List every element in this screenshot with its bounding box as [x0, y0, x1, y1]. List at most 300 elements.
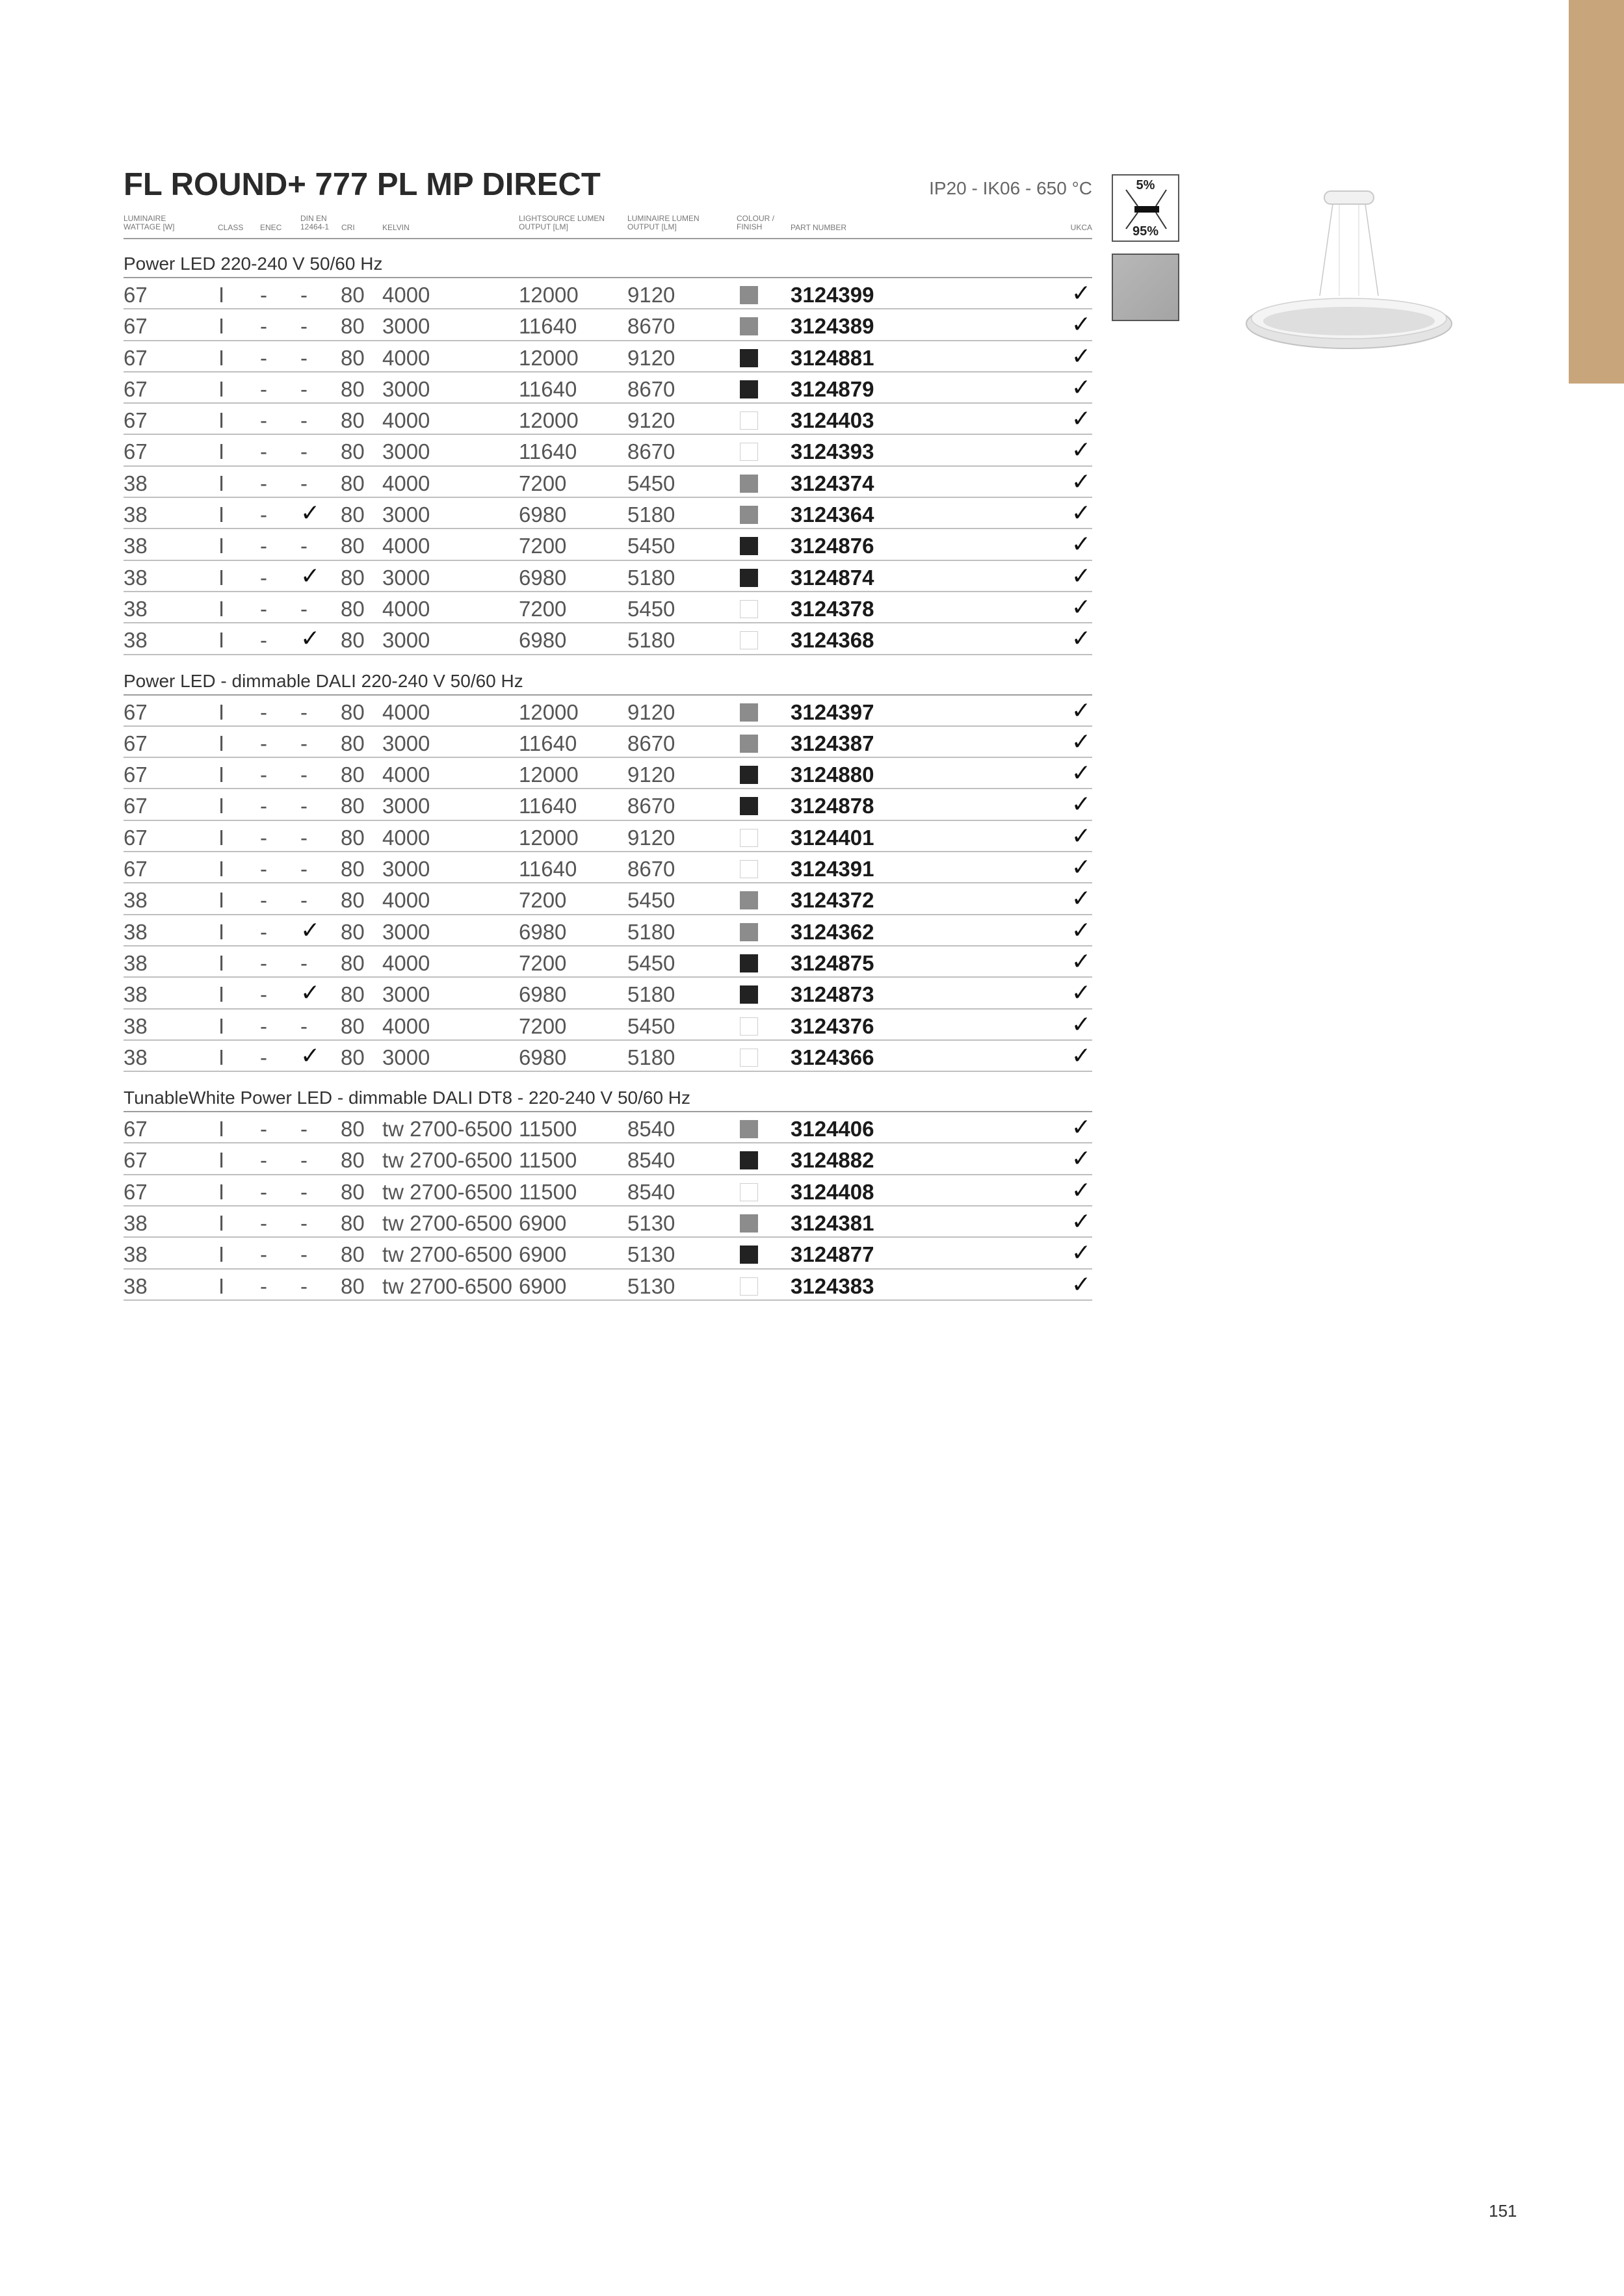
table-row [124, 789, 1092, 820]
cri-cell: 80 [341, 471, 365, 495]
lum-lumen-cell: 8670 [627, 857, 675, 881]
ukca-check-icon: ✓ [1071, 759, 1091, 787]
din-cell: - [300, 950, 308, 975]
cri-cell: 80 [341, 314, 365, 339]
lum-lumen-cell: 5450 [627, 471, 675, 495]
col-wattage: LUMINAIRE WATTAGE [W] [124, 214, 175, 231]
lum-lumen-cell: 9120 [627, 283, 675, 307]
part-number-cell: 3124882 [791, 1148, 874, 1173]
table-row [124, 404, 1092, 435]
din-cell: - [300, 763, 308, 787]
finish-white-swatch [740, 1017, 758, 1036]
din-cell: - [300, 408, 308, 433]
ukca-check-icon: ✓ [1071, 467, 1091, 495]
cri-cell: 80 [341, 825, 365, 850]
class-cell: I [218, 471, 225, 495]
ls-lumen-cell: 11640 [519, 857, 577, 881]
kelvin-cell: 4000 [382, 596, 430, 621]
enec-cell: - [260, 471, 267, 495]
cri-cell: 80 [341, 919, 365, 944]
lum-lumen-cell: 5180 [627, 982, 675, 1007]
class-cell: I [218, 825, 225, 850]
kelvin-cell: 4000 [382, 1013, 430, 1038]
din-cell: - [300, 345, 308, 370]
section-title: Power LED 220-240 V 50/60 Hz [124, 238, 1092, 278]
kelvin-cell: 3000 [382, 628, 430, 653]
table-row [124, 852, 1092, 883]
din-cell: - [300, 699, 308, 724]
ls-lumen-cell: 12000 [519, 825, 579, 850]
lum-lumen-cell: 5180 [627, 502, 675, 527]
enec-cell: - [260, 1273, 267, 1298]
section-title: TunableWhite Power LED - dimmable DALI DT8 - 220-240 V 50/60 Hz [124, 1072, 1092, 1112]
table-row [124, 309, 1092, 341]
class-cell: I [218, 731, 225, 755]
ls-lumen-cell: 7200 [519, 596, 567, 621]
kelvin-cell: 3000 [382, 314, 430, 339]
din-cell: - [300, 1211, 308, 1236]
kelvin-cell: 3000 [382, 439, 430, 464]
finish-black-swatch [740, 1246, 758, 1264]
table-row [124, 1010, 1092, 1041]
table-row [124, 883, 1092, 915]
table-row [124, 821, 1092, 852]
enec-cell: - [260, 502, 267, 527]
enec-cell: - [260, 763, 267, 787]
ls-lumen-cell: 12000 [519, 283, 579, 307]
table-row [124, 915, 1092, 946]
cri-cell: 80 [341, 763, 365, 787]
din-cell: - [300, 1242, 308, 1267]
ls-lumen-cell: 12000 [519, 345, 579, 370]
lum-lumen-cell: 5180 [627, 628, 675, 653]
part-number-cell: 3124875 [791, 950, 874, 975]
wattage-cell: 38 [124, 982, 148, 1007]
enec-cell: - [260, 565, 267, 590]
ukca-check-icon: ✓ [1071, 1208, 1091, 1235]
lum-lumen-cell: 5130 [627, 1242, 675, 1267]
lum-lumen-cell: 5450 [627, 1013, 675, 1038]
class-cell: I [218, 794, 225, 818]
part-number-cell: 3124387 [791, 731, 874, 755]
cri-cell: 80 [341, 408, 365, 433]
kelvin-cell: 3000 [382, 794, 430, 818]
class-cell: I [218, 1242, 225, 1267]
cri-cell: 80 [341, 376, 365, 401]
ls-lumen-cell: 7200 [519, 1013, 567, 1038]
col-part: PART NUMBER [791, 223, 847, 232]
ukca-check-icon: ✓ [1071, 436, 1091, 463]
ls-lumen-cell: 11640 [519, 731, 577, 755]
cri-cell: 80 [341, 565, 365, 590]
ls-lumen-cell: 6980 [519, 982, 567, 1007]
class-cell: I [218, 763, 225, 787]
cri-cell: 80 [341, 1273, 365, 1298]
table-row [124, 1175, 1092, 1207]
part-number-cell: 3124368 [791, 628, 874, 653]
part-number-cell: 3124374 [791, 471, 874, 495]
finish-white-swatch [740, 1049, 758, 1067]
class-cell: I [218, 376, 225, 401]
finish-white-swatch [740, 411, 758, 430]
enec-cell: - [260, 1211, 267, 1236]
finish-grey-swatch [740, 506, 758, 524]
lum-lumen-cell: 8670 [627, 439, 675, 464]
enec-cell: - [260, 950, 267, 975]
enec-cell: - [260, 731, 267, 755]
ukca-check-icon: ✓ [1071, 405, 1091, 432]
table-row [124, 561, 1092, 592]
part-number-cell: 3124876 [791, 534, 874, 558]
col-kelvin: KELVIN [382, 223, 410, 232]
cri-cell: 80 [341, 628, 365, 653]
kelvin-cell: tw 2700-6500 [382, 1273, 512, 1298]
kelvin-cell: 4000 [382, 888, 430, 913]
product-image [1235, 182, 1463, 358]
page-number: 151 [1489, 2201, 1517, 2221]
wattage-cell: 67 [124, 699, 148, 724]
class-cell: I [218, 439, 225, 464]
din-cell: - [300, 439, 308, 464]
beam-bar [1134, 206, 1159, 213]
cri-cell: 80 [341, 794, 365, 818]
finish-grey-swatch [740, 1214, 758, 1233]
finish-black-swatch [740, 349, 758, 367]
lum-lumen-cell: 8670 [627, 731, 675, 755]
class-cell: I [218, 345, 225, 370]
part-number-cell: 3124408 [791, 1179, 874, 1204]
part-number-cell: 3124880 [791, 763, 874, 787]
finish-black-swatch [740, 569, 758, 587]
wattage-cell: 67 [124, 763, 148, 787]
ls-lumen-cell: 6900 [519, 1273, 567, 1298]
din-cell: ✓ [300, 979, 321, 1006]
part-number-cell: 3124874 [791, 565, 874, 590]
kelvin-cell: 4000 [382, 763, 430, 787]
kelvin-cell: tw 2700-6500 [382, 1117, 512, 1141]
ls-lumen-cell: 12000 [519, 408, 579, 433]
din-cell: - [300, 731, 308, 755]
class-cell: I [218, 1148, 225, 1173]
class-cell: I [218, 314, 225, 339]
wattage-cell: 67 [124, 794, 148, 818]
kelvin-cell: 3000 [382, 731, 430, 755]
table-row [124, 978, 1092, 1009]
table-row [124, 278, 1092, 309]
table-row [124, 529, 1092, 560]
ukca-check-icon: ✓ [1071, 625, 1091, 652]
finish-grey-swatch [740, 735, 758, 753]
din-cell: - [300, 825, 308, 850]
finish-black-swatch [740, 985, 758, 1004]
ukca-check-icon: ✓ [1071, 562, 1091, 589]
wattage-cell: 38 [124, 534, 148, 558]
lum-lumen-cell: 5450 [627, 950, 675, 975]
class-cell: I [218, 1117, 225, 1141]
kelvin-cell: 4000 [382, 950, 430, 975]
enec-cell: - [260, 888, 267, 913]
din-cell: - [300, 1148, 308, 1173]
part-number-cell: 3124378 [791, 596, 874, 621]
din-cell: ✓ [300, 625, 321, 652]
part-number-cell: 3124397 [791, 699, 874, 724]
finish-white-swatch [740, 443, 758, 461]
cri-cell: 80 [341, 1045, 365, 1069]
enec-cell: - [260, 1045, 267, 1069]
lum-lumen-cell: 8670 [627, 376, 675, 401]
wattage-cell: 38 [124, 1273, 148, 1298]
part-number-cell: 3124364 [791, 502, 874, 527]
ls-lumen-cell: 11640 [519, 376, 577, 401]
cri-cell: 80 [341, 950, 365, 975]
wattage-cell: 67 [124, 1148, 148, 1173]
lum-lumen-cell: 5450 [627, 534, 675, 558]
ukca-check-icon: ✓ [1071, 1041, 1091, 1069]
finish-white-swatch [740, 631, 758, 649]
din-cell: - [300, 471, 308, 495]
ls-lumen-cell: 11500 [519, 1148, 577, 1173]
class-cell: I [218, 1211, 225, 1236]
finish-white-swatch [740, 600, 758, 618]
lum-lumen-cell: 9120 [627, 408, 675, 433]
finish-swatch-icon [1112, 254, 1179, 321]
lum-lumen-cell: 5130 [627, 1273, 675, 1298]
part-number-cell: 3124401 [791, 825, 874, 850]
col-lum-lumen: LUMINAIRE LUMEN OUTPUT [LM] [627, 214, 700, 231]
cri-cell: 80 [341, 1211, 365, 1236]
enec-cell: - [260, 314, 267, 339]
ls-lumen-cell: 11640 [519, 314, 577, 339]
enec-cell: - [260, 699, 267, 724]
finish-grey-swatch [740, 286, 758, 304]
enec-cell: - [260, 919, 267, 944]
cri-cell: 80 [341, 1148, 365, 1173]
finish-grey-swatch [740, 891, 758, 909]
cri-cell: 80 [341, 1117, 365, 1141]
kelvin-cell: tw 2700-6500 [382, 1148, 512, 1173]
cri-cell: 80 [341, 1013, 365, 1038]
finish-grey-swatch [740, 703, 758, 722]
enec-cell: - [260, 376, 267, 401]
kelvin-cell: 3000 [382, 502, 430, 527]
finish-grey-swatch [740, 923, 758, 941]
ls-lumen-cell: 6900 [519, 1242, 567, 1267]
wattage-cell: 38 [124, 502, 148, 527]
beam-bottom-value: 95% [1132, 224, 1159, 239]
din-cell: - [300, 534, 308, 558]
ukca-check-icon: ✓ [1071, 885, 1091, 912]
table-row [124, 1270, 1092, 1301]
wattage-cell: 38 [124, 596, 148, 621]
ls-lumen-cell: 7200 [519, 534, 567, 558]
wattage-cell: 38 [124, 950, 148, 975]
class-cell: I [218, 534, 225, 558]
wattage-cell: 67 [124, 408, 148, 433]
din-cell: - [300, 1179, 308, 1204]
cri-cell: 80 [341, 982, 365, 1007]
ls-lumen-cell: 12000 [519, 699, 579, 724]
finish-black-swatch [740, 380, 758, 398]
ukca-check-icon: ✓ [1071, 1114, 1091, 1141]
cri-cell: 80 [341, 283, 365, 307]
wattage-cell: 38 [124, 471, 148, 495]
product-table [124, 238, 1092, 1301]
table-row [124, 1041, 1092, 1072]
col-enec: ENEC [260, 223, 282, 232]
table-row [124, 946, 1092, 978]
ukca-check-icon: ✓ [1071, 1145, 1091, 1172]
ls-lumen-cell: 6980 [519, 919, 567, 944]
kelvin-cell: 3000 [382, 982, 430, 1007]
cri-cell: 80 [341, 699, 365, 724]
wattage-cell: 67 [124, 314, 148, 339]
beam-top-value: 5% [1136, 178, 1155, 192]
enec-cell: - [260, 596, 267, 621]
class-cell: I [218, 699, 225, 724]
din-cell: - [300, 857, 308, 881]
enec-cell: - [260, 857, 267, 881]
kelvin-cell: 3000 [382, 919, 430, 944]
ls-lumen-cell: 11640 [519, 794, 577, 818]
part-number-cell: 3124881 [791, 345, 874, 370]
chapter-tab [1569, 0, 1624, 384]
table-row [124, 758, 1092, 789]
finish-white-swatch [740, 1183, 758, 1201]
wattage-cell: 38 [124, 1045, 148, 1069]
ukca-check-icon: ✓ [1071, 1176, 1091, 1203]
lum-lumen-cell: 9120 [627, 825, 675, 850]
table-row [124, 372, 1092, 404]
part-number-cell: 3124878 [791, 794, 874, 818]
ls-lumen-cell: 6980 [519, 565, 567, 590]
table-row [124, 467, 1092, 498]
ukca-check-icon: ✓ [1071, 530, 1091, 558]
enec-cell: - [260, 794, 267, 818]
ukca-check-icon: ✓ [1071, 854, 1091, 881]
enec-cell: - [260, 628, 267, 653]
table-row [124, 498, 1092, 529]
ls-lumen-cell: 6980 [519, 628, 567, 653]
table-header [124, 215, 1092, 239]
wattage-cell: 38 [124, 628, 148, 653]
lum-lumen-cell: 5450 [627, 596, 675, 621]
wattage-cell: 38 [124, 565, 148, 590]
ukca-check-icon: ✓ [1071, 311, 1091, 338]
ukca-check-icon: ✓ [1071, 499, 1091, 527]
din-cell: - [300, 596, 308, 621]
cri-cell: 80 [341, 439, 365, 464]
part-number-cell: 3124372 [791, 888, 874, 913]
din-cell: ✓ [300, 499, 321, 527]
wattage-cell: 38 [124, 1242, 148, 1267]
table-row [124, 727, 1092, 758]
cri-cell: 80 [341, 345, 365, 370]
class-cell: I [218, 565, 225, 590]
class-cell: I [218, 857, 225, 881]
class-cell: I [218, 1273, 225, 1298]
class-cell: I [218, 502, 225, 527]
kelvin-cell: 4000 [382, 699, 430, 724]
ls-lumen-cell: 11500 [519, 1117, 577, 1141]
lum-lumen-cell: 5130 [627, 1211, 675, 1236]
section-title: Power LED - dimmable DALI 220-240 V 50/60 Hz [124, 655, 1092, 696]
kelvin-cell: 4000 [382, 534, 430, 558]
din-cell: - [300, 888, 308, 913]
wattage-cell: 67 [124, 376, 148, 401]
class-cell: I [218, 1045, 225, 1069]
part-number-cell: 3124366 [791, 1045, 874, 1069]
kelvin-cell: 4000 [382, 825, 430, 850]
ukca-check-icon: ✓ [1071, 373, 1091, 400]
lum-lumen-cell: 5450 [627, 888, 675, 913]
enec-cell: - [260, 1148, 267, 1173]
ukca-check-icon: ✓ [1071, 696, 1091, 724]
wattage-cell: 38 [124, 888, 148, 913]
ls-lumen-cell: 6980 [519, 502, 567, 527]
ukca-check-icon: ✓ [1071, 822, 1091, 849]
finish-grey-swatch [740, 475, 758, 493]
part-number-cell: 3124403 [791, 408, 874, 433]
cri-cell: 80 [341, 1179, 365, 1204]
kelvin-cell: 3000 [382, 1045, 430, 1069]
din-cell: - [300, 376, 308, 401]
kelvin-cell: 4000 [382, 345, 430, 370]
wattage-cell: 67 [124, 1179, 148, 1204]
lum-lumen-cell: 8540 [627, 1179, 675, 1204]
ukca-check-icon: ✓ [1071, 1239, 1091, 1266]
finish-grey-swatch [740, 1120, 758, 1138]
cri-cell: 80 [341, 502, 365, 527]
class-cell: I [218, 919, 225, 944]
ukca-check-icon: ✓ [1071, 916, 1091, 943]
class-cell: I [218, 950, 225, 975]
class-cell: I [218, 1013, 225, 1038]
ukca-check-icon: ✓ [1071, 593, 1091, 620]
ukca-check-icon: ✓ [1071, 727, 1091, 755]
class-cell: I [218, 1179, 225, 1204]
table-row [124, 1238, 1092, 1269]
ls-lumen-cell: 12000 [519, 763, 579, 787]
table-row [124, 1207, 1092, 1238]
enec-cell: - [260, 1179, 267, 1204]
part-number-cell: 3124389 [791, 314, 874, 339]
col-class: CLASS [218, 223, 244, 232]
class-cell: I [218, 283, 225, 307]
din-cell: - [300, 1013, 308, 1038]
wattage-cell: 67 [124, 731, 148, 755]
table-row [124, 623, 1092, 655]
ls-lumen-cell: 6900 [519, 1211, 567, 1236]
enec-cell: - [260, 345, 267, 370]
kelvin-cell: tw 2700-6500 [382, 1179, 512, 1204]
cri-cell: 80 [341, 857, 365, 881]
wattage-cell: 67 [124, 857, 148, 881]
lum-lumen-cell: 8540 [627, 1148, 675, 1173]
finish-black-swatch [740, 797, 758, 815]
kelvin-cell: tw 2700-6500 [382, 1242, 512, 1267]
enec-cell: - [260, 1117, 267, 1141]
finish-black-swatch [740, 537, 758, 555]
kelvin-cell: 3000 [382, 565, 430, 590]
part-number-cell: 3124383 [791, 1273, 874, 1298]
kelvin-cell: 4000 [382, 283, 430, 307]
wattage-cell: 38 [124, 919, 148, 944]
ukca-check-icon: ✓ [1071, 342, 1091, 369]
finish-black-swatch [740, 954, 758, 972]
cri-cell: 80 [341, 534, 365, 558]
wattage-cell: 67 [124, 283, 148, 307]
lum-lumen-cell: 5180 [627, 565, 675, 590]
